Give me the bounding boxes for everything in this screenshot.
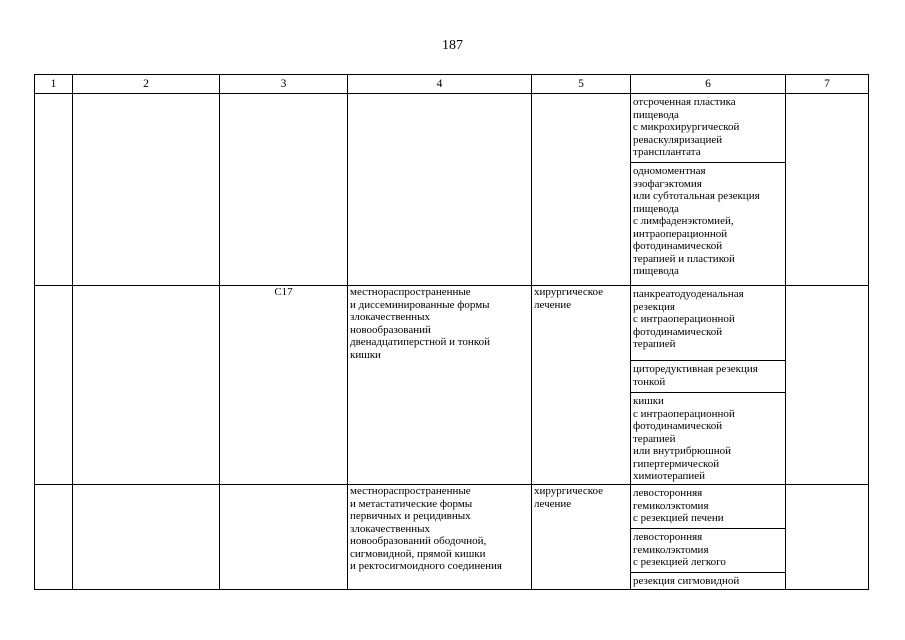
- method-item: левосторонняя гемиколэктомия с резекцией печени: [631, 485, 785, 529]
- method-item: кишки с интраоперационной фотодинамической терапией или внутрибрюшной гипертермической химиотерапией: [633, 395, 735, 482]
- column-header: 5: [532, 75, 631, 94]
- table-row: [35, 94, 869, 286]
- page-number: 187: [442, 38, 463, 53]
- method-item: одномоментная эзофагэктомия или субтотальная резекция пищевода с лимфаденэктомией, интраоперационной фотодинамической терапией и пластикой пищевода: [633, 165, 760, 277]
- diagnosis-description: местнораспространенные и метастатические формы первичных и рецидивных злокачественных новообразований ободочной, сигмовидной, прямой кишки и ректосигмоидного соединения: [348, 485, 532, 590]
- diagnosis-description: [348, 94, 532, 286]
- method-item: панкреатодуоденальная резекция с интраоперационной фотодинамической терапией: [631, 286, 785, 361]
- method-item: резекция сигмовидной: [633, 575, 740, 587]
- method-item: отсроченная пластика пищевода с микрохирургической реваскуляризацией трансплантата: [631, 94, 785, 163]
- cell-col2: [73, 485, 220, 590]
- treatment-type: [532, 94, 631, 286]
- cell-col7: [786, 485, 869, 590]
- table-row: [35, 485, 869, 590]
- method-item: левосторонняя гемиколэктомия с резекцией легкого: [631, 529, 785, 573]
- column-header: 1: [35, 75, 73, 94]
- cell-col2: [73, 94, 220, 286]
- diagnosis-code: [220, 94, 348, 286]
- method-list: [631, 286, 786, 485]
- column-header: 3: [220, 75, 348, 94]
- method-item: циторедуктивная резекция тонкой: [631, 361, 785, 393]
- method-list: [631, 485, 786, 590]
- diagnosis-code: C17: [220, 286, 348, 485]
- diagnosis-description: местнораспространенные и диссеминированные формы злокачественных новообразований двенадцатиперстной и тонкой кишки: [348, 286, 532, 485]
- treatment-type: хирургическое лечение: [532, 286, 631, 485]
- column-header: 4: [348, 75, 532, 94]
- cell-col2: [73, 286, 220, 485]
- cell-col1: [35, 94, 73, 286]
- treatment-type: хирургическое лечение: [532, 485, 631, 590]
- cell-col7: [786, 94, 869, 286]
- table-row: [35, 286, 869, 485]
- column-header: 7: [786, 75, 869, 94]
- diagnosis-code: [220, 485, 348, 590]
- procedures-table: [34, 74, 869, 590]
- method-list: [631, 94, 786, 286]
- column-header: 2: [73, 75, 220, 94]
- cell-col7: [786, 286, 869, 485]
- cell-col1: [35, 286, 73, 485]
- column-number-row: [35, 75, 869, 94]
- cell-col1: [35, 485, 73, 590]
- column-header: 6: [631, 75, 786, 94]
